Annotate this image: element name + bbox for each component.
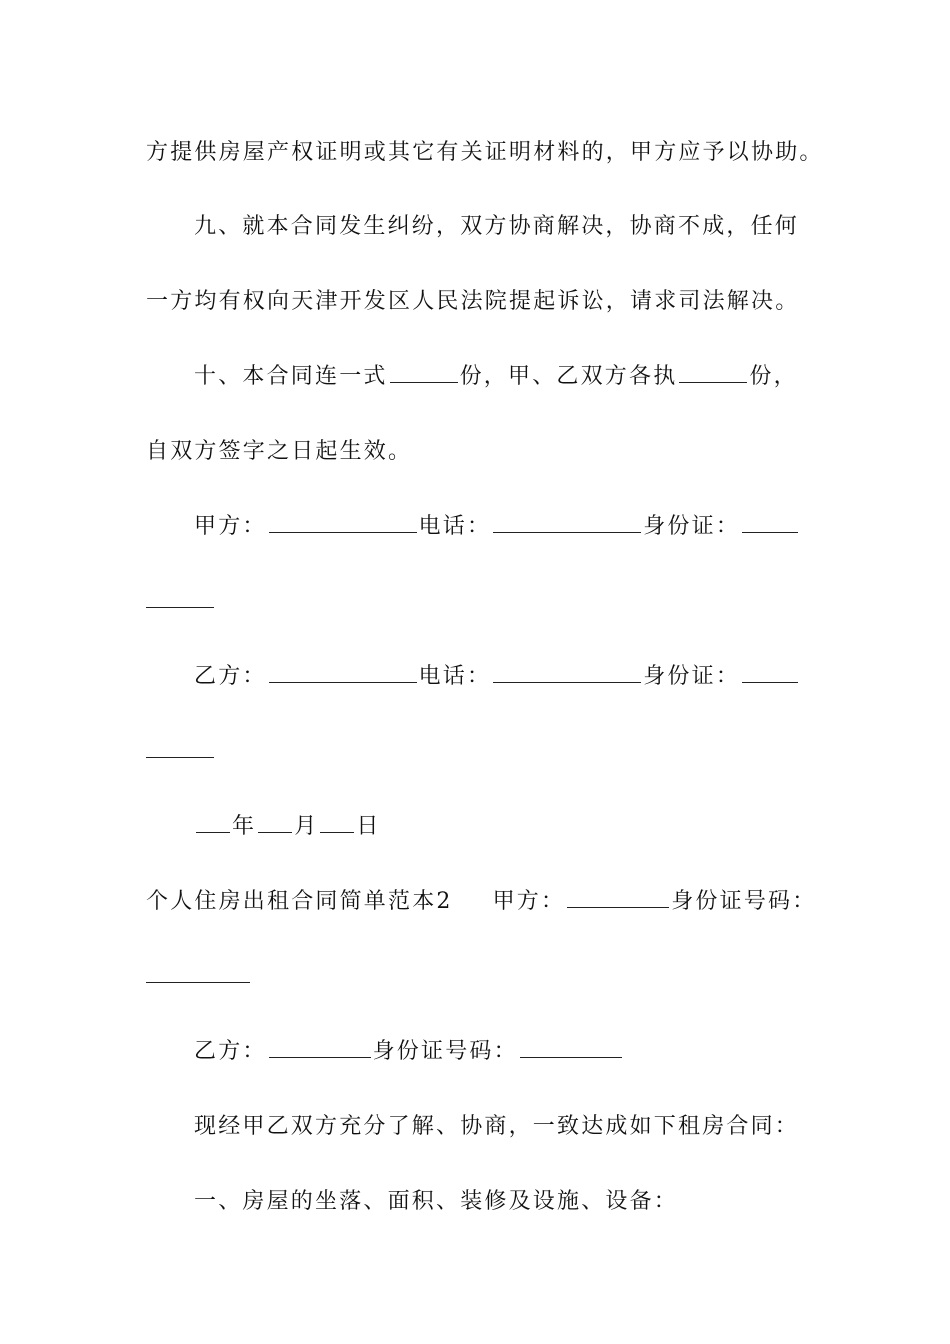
date-line bbox=[194, 812, 381, 842]
clause-nine-line2: 一方均有权向天津开发区人民法院提起诉讼，请求司法解决。 bbox=[146, 289, 800, 314]
copies-each-blank bbox=[679, 362, 747, 383]
clause-ten-line1 bbox=[194, 362, 798, 392]
day-blank bbox=[320, 812, 354, 833]
party-a-name-blank bbox=[269, 512, 417, 533]
party-b-name-blank-2 bbox=[269, 1037, 371, 1058]
party-a-id-blank bbox=[742, 512, 798, 533]
party-b-phone-label: 电话： bbox=[418, 664, 492, 689]
month-label: 月 bbox=[294, 814, 319, 839]
year-blank bbox=[196, 812, 230, 833]
party-b-label: 乙方： bbox=[194, 664, 267, 689]
clause-ten-text-c: 份， bbox=[749, 364, 798, 389]
party-a-id-blank-continued bbox=[146, 607, 214, 608]
party-b-name-blank bbox=[269, 662, 417, 683]
party-a-phone-label: 电话： bbox=[418, 514, 492, 539]
clause-ten-text-a: 十、本合同连一式 bbox=[194, 364, 388, 389]
party-a-label-2: 甲方： bbox=[492, 889, 566, 914]
paragraph-line: 方提供房屋产权证明或其它有关证明材料的，甲方应予以协助。 bbox=[146, 140, 824, 165]
second-template-header-line bbox=[146, 887, 816, 917]
party-a-label: 甲方： bbox=[194, 514, 267, 539]
item-one-heading: 一、房屋的坐落、面积、装修及设施、设备： bbox=[194, 1189, 679, 1214]
template-title: 个人住房出租合同简单范本2 bbox=[146, 889, 453, 914]
party-b-phone-blank bbox=[493, 662, 641, 683]
party-b-signature-line bbox=[194, 662, 800, 692]
party-b-id-number-blank bbox=[520, 1037, 622, 1058]
party-b-id-blank-continued bbox=[146, 757, 214, 758]
party-a-name-blank-2 bbox=[567, 887, 669, 908]
party-b-id-label: 身份证： bbox=[643, 664, 741, 689]
intro-paragraph: 现经甲乙双方充分了解、协商，一致达成如下租房合同： bbox=[194, 1114, 800, 1139]
party-a-id-number-label: 身份证号码： bbox=[671, 889, 817, 914]
party-a-phone-blank bbox=[493, 512, 641, 533]
clause-nine-line1: 九、就本合同发生纠纷，双方协商解决，协商不成，任何 bbox=[194, 214, 800, 239]
clause-ten-line2: 自双方签字之日起生效。 bbox=[146, 439, 413, 464]
party-b-line-2 bbox=[194, 1037, 624, 1067]
party-b-id-blank bbox=[742, 662, 798, 683]
clause-ten-text-b: 份，甲、乙双方各执 bbox=[459, 364, 678, 389]
party-b-id-number-label: 身份证号码： bbox=[372, 1039, 518, 1064]
year-label: 年 bbox=[232, 814, 257, 839]
party-a-signature-line bbox=[194, 512, 800, 542]
month-blank bbox=[258, 812, 292, 833]
party-a-id-number-blank bbox=[146, 982, 250, 983]
day-label: 日 bbox=[356, 814, 381, 839]
copies-total-blank bbox=[390, 362, 458, 383]
party-a-id-label: 身份证： bbox=[643, 514, 741, 539]
party-b-label-2: 乙方： bbox=[194, 1039, 267, 1064]
